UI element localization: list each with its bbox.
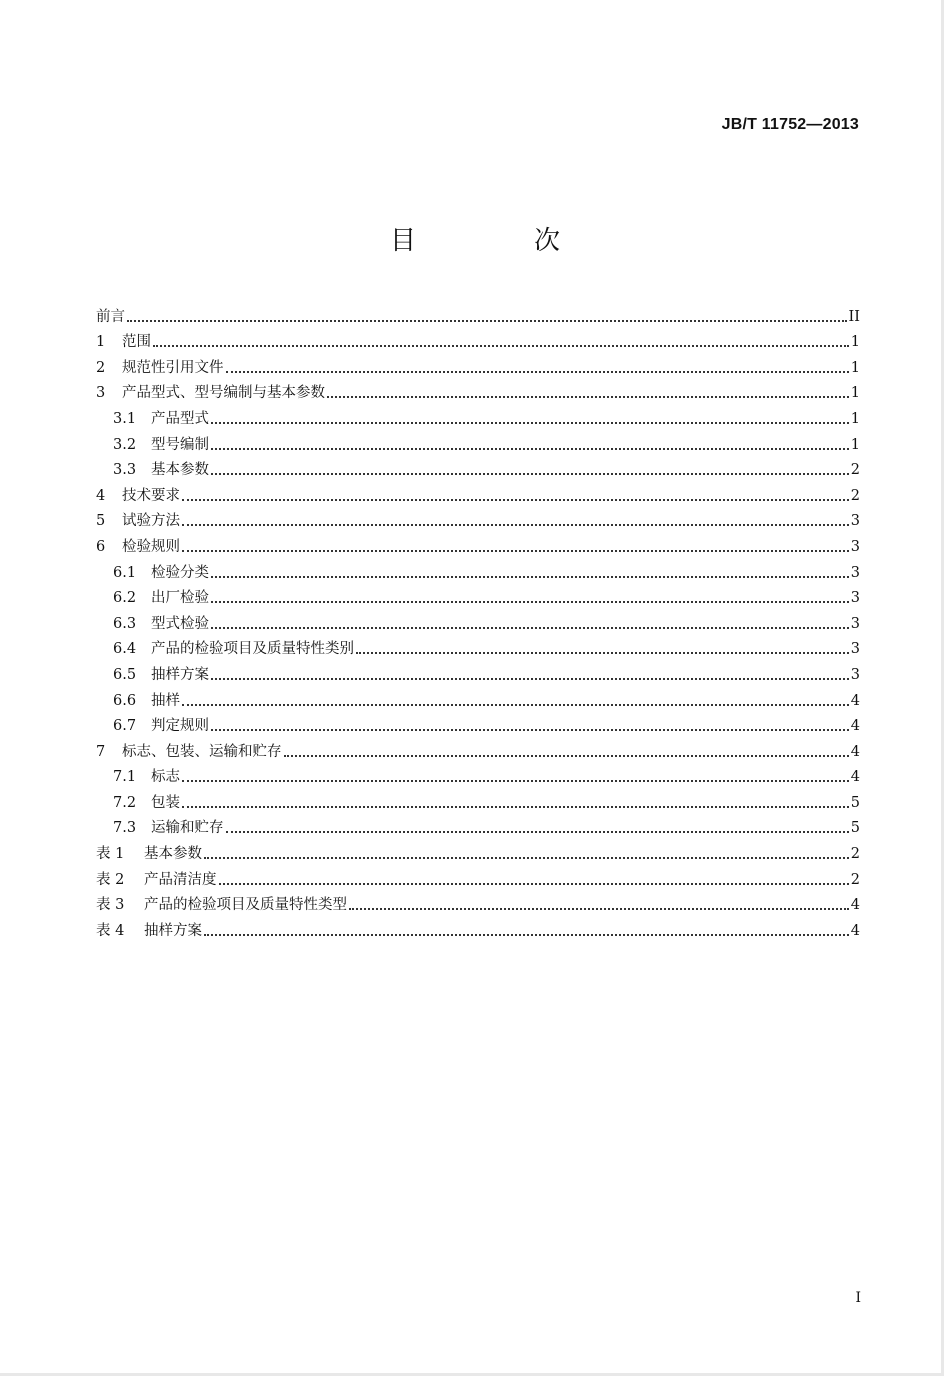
toc-entry-page: 2 [850, 462, 860, 479]
dot-leader [182, 806, 849, 808]
toc-entry[interactable] [96, 505, 860, 531]
toc-entry-title: 技术要求 [122, 487, 180, 504]
toc-entry-number: 4 [96, 487, 106, 504]
toc-entry-number: 3 [96, 385, 106, 402]
dot-leader [182, 499, 849, 501]
toc-entry-title: 包装 [151, 794, 180, 811]
toc-entry-page: 3 [850, 538, 860, 555]
toc-entry-title: 抽样方案 [144, 922, 202, 939]
toc-entry-title: 试验方法 [122, 513, 180, 530]
toc-entry-number: 表 3 [96, 897, 125, 914]
toc-entry-page: 3 [850, 666, 860, 683]
dot-leader [349, 908, 849, 910]
toc-entry-number: 6 [96, 538, 106, 555]
toc-entry-number: 7 [96, 743, 106, 760]
toc-entry-number: 7.1 [113, 769, 137, 786]
dot-leader [211, 601, 849, 603]
toc-entry[interactable] [96, 351, 860, 377]
toc-entry[interactable] [96, 710, 860, 736]
toc-entry[interactable] [96, 658, 860, 684]
toc-entry-page: 4 [850, 718, 860, 735]
toc-entry[interactable] [96, 556, 860, 582]
toc-entry-page: 3 [850, 513, 860, 530]
toc-entry-title: 范围 [122, 334, 151, 351]
toc-entry-page: 4 [850, 922, 860, 939]
toc-entry-title: 抽样方案 [151, 666, 209, 683]
toc-entry-page: 4 [850, 743, 860, 760]
toc-entry-number: 3.3 [113, 462, 137, 479]
toc-entry-number: 6.2 [113, 590, 137, 607]
toc-entry-title: 运输和贮存 [151, 820, 224, 837]
toc-entry[interactable] [96, 863, 860, 889]
dot-leader [204, 934, 849, 936]
toc-entry-number: 5 [96, 513, 106, 530]
dot-leader [211, 678, 849, 680]
toc-entry[interactable] [96, 300, 860, 326]
toc-entry-title: 型号编制 [151, 436, 209, 453]
toc-entry[interactable] [96, 786, 860, 812]
toc-entry-title: 检验分类 [151, 564, 209, 581]
toc-entry-number: 表 2 [96, 871, 125, 888]
toc-heading: 目 次 [389, 226, 606, 256]
toc-entry-title: 基本参数 [144, 846, 202, 863]
toc-entry-page: 3 [850, 590, 860, 607]
dot-leader [211, 448, 849, 450]
toc-entry[interactable] [96, 812, 860, 838]
toc-entry-number: 表 1 [96, 846, 125, 863]
dot-leader [211, 422, 849, 424]
toc-entry-page: 2 [850, 487, 860, 504]
toc-entry-title: 标志 [151, 769, 180, 786]
dot-leader [327, 396, 849, 398]
toc-entry[interactable] [96, 914, 860, 940]
toc-entry-title: 产品型式、型号编制与基本参数 [122, 385, 325, 402]
dot-leader [356, 652, 849, 654]
dot-leader [211, 473, 849, 475]
toc-entry-page: II [848, 308, 860, 325]
dot-leader [284, 755, 849, 757]
toc-entry-page: 4 [850, 692, 860, 709]
dot-leader [182, 780, 849, 782]
toc-entry[interactable] [96, 582, 860, 608]
toc-entry[interactable] [96, 607, 860, 633]
toc-entry-title: 产品的检验项目及质量特性类型 [144, 897, 347, 914]
toc-entry-page: 1 [850, 410, 860, 427]
toc-entry-number: 表 4 [96, 922, 125, 939]
toc-entry[interactable] [96, 761, 860, 787]
dot-leader [182, 550, 849, 552]
toc-entry-page: 1 [850, 359, 860, 376]
toc-entry-page: 3 [850, 564, 860, 581]
toc-entry[interactable] [96, 889, 860, 915]
standard-code: JB/T 11752—2013 [721, 116, 859, 133]
footer-page-number: I [855, 1290, 861, 1306]
dot-leader [226, 371, 849, 373]
toc-entry-page: 4 [850, 769, 860, 786]
toc-entry-title: 产品型式 [151, 410, 209, 427]
toc-entry-title: 规范性引用文件 [122, 359, 224, 376]
dot-leader [182, 524, 849, 526]
table-of-contents [96, 300, 860, 940]
toc-entry-page: 3 [850, 641, 860, 658]
dot-leader [182, 704, 849, 706]
dot-leader [226, 831, 849, 833]
toc-entry-title: 前言 [96, 308, 125, 325]
toc-entry[interactable] [96, 633, 860, 659]
toc-entry[interactable] [96, 402, 860, 428]
dot-leader [211, 729, 849, 731]
toc-entry-number: 6.3 [113, 615, 137, 632]
toc-entry-title: 基本参数 [151, 462, 209, 479]
toc-entry-title: 产品清洁度 [144, 871, 217, 888]
toc-entry-number: 7.2 [113, 794, 137, 811]
toc-entry-number: 6.4 [113, 641, 137, 658]
toc-entry-title: 型式检验 [151, 615, 209, 632]
toc-entry-number: 3.1 [113, 410, 137, 427]
toc-entry-title: 判定规则 [151, 718, 209, 735]
toc-entry[interactable] [96, 837, 860, 863]
toc-entry[interactable] [96, 377, 860, 403]
toc-entry-number: 7.3 [113, 820, 137, 837]
dot-leader [204, 857, 849, 859]
toc-entry[interactable] [96, 735, 860, 761]
dot-leader [153, 345, 849, 347]
toc-entry-page: 5 [850, 820, 860, 837]
toc-entry-number: 6.1 [113, 564, 137, 581]
dot-leader [211, 576, 849, 578]
toc-entry-number: 6.7 [113, 718, 137, 735]
dot-leader [211, 627, 849, 629]
toc-entry[interactable] [96, 326, 860, 352]
toc-entry-title: 检验规则 [122, 538, 180, 555]
toc-entry-page: 1 [850, 436, 860, 453]
toc-entry-number: 6.6 [113, 692, 137, 709]
toc-entry-number: 3.2 [113, 436, 137, 453]
toc-entry-page: 3 [850, 615, 860, 632]
toc-entry-page: 2 [850, 846, 860, 863]
toc-entry-number: 6.5 [113, 666, 137, 683]
toc-entry-title: 标志、包装、运输和贮存 [122, 743, 282, 760]
toc-entry[interactable] [96, 479, 860, 505]
toc-entry-number: 1 [96, 334, 106, 351]
dot-leader [219, 883, 849, 885]
toc-entry-number: 2 [96, 359, 106, 376]
toc-entry[interactable] [96, 428, 860, 454]
toc-entry-title: 抽样 [151, 692, 180, 709]
toc-entry-page: 1 [850, 334, 860, 351]
toc-entry-page: 2 [850, 871, 860, 888]
toc-entry-page: 4 [850, 897, 860, 914]
toc-entry-title: 产品的检验项目及质量特性类别 [151, 641, 354, 658]
toc-entry-page: 1 [850, 385, 860, 402]
toc-entry[interactable] [96, 530, 860, 556]
toc-entry-title: 出厂检验 [151, 590, 209, 607]
toc-entry-page: 5 [850, 794, 860, 811]
toc-entry[interactable] [96, 684, 860, 710]
toc-entry[interactable] [96, 454, 860, 480]
dot-leader [127, 320, 847, 322]
